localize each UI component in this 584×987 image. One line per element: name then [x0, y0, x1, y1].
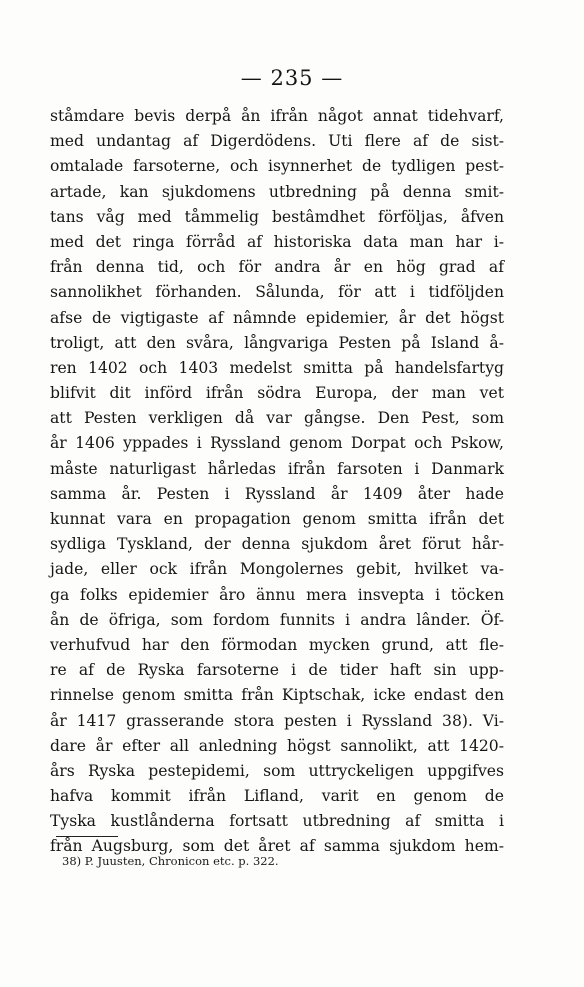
text-line: hafva kommit ifrån Lifland, varit en genom de	[50, 787, 504, 806]
text-line: sannolikhet förhanden. Sålunda, för att i tidföljden	[50, 283, 504, 302]
text-line: ren 1402 och 1403 medelst smitta på handelsfartyg	[50, 358, 504, 377]
text-line: afse de vigtigaste af nâmnde epidemier, år det högst	[50, 308, 504, 327]
text-line: tans våg med tåmmelig bestâmdhet förföljas, åfven	[50, 207, 504, 226]
footnote: 38) P. Juusten, Chronicon etc. p. 322.	[62, 854, 279, 868]
text-line: ga folks epidemier åro ännu mera insvepta i töcken	[50, 585, 504, 604]
text-line: samma år. Pesten i Ryssland år 1409 åter hade	[50, 484, 504, 503]
text-line: att Pesten verkligen då var gångse. Den Pest, som	[50, 409, 504, 428]
text-line: år 1417 grasserande stora pesten i Ryssland 38). Vi-	[50, 711, 504, 730]
text-line: ån de öfriga, som fordom funnits i andra lânder. Öf-	[50, 610, 504, 629]
text-line: med det ringa förråd af historiska data man har i-	[50, 232, 504, 251]
body-text	[50, 104, 504, 860]
text-line: från denna tid, och för andra år en hög grad af	[50, 258, 504, 277]
text-line: från Augsburg, som det året af samma sjukdom hem-	[50, 837, 504, 856]
text-line: blifvit dit införd ifrån södra Europa, der man vet	[50, 384, 504, 403]
text-line: kunnat vara en propagation genom smitta ifrån det	[50, 510, 504, 528]
text-line: Tyska kustlånderna fortsatt utbredning af smitta i	[50, 812, 504, 831]
page-number: — 235 —	[240, 66, 344, 90]
text-line: med undantag af Digerdödens. Uti flere af de sist-	[50, 132, 504, 151]
text-line: artade, kan sjukdomens utbredning på denna smit-	[50, 182, 504, 201]
text-line: verhufvud har den förmodan mycken grund, att fle-	[50, 635, 504, 654]
text-line: måste naturligast hårledas ifrån farsoten i Danmark	[50, 459, 504, 478]
text-line: re af de Ryska farsoterne i de tider haft sin upp-	[50, 661, 504, 680]
text-line: sydliga Tyskland, der denna sjukdom året förut hår-	[50, 535, 504, 554]
text-line: år 1406 yppades i Ryssland genom Dorpat och Pskow,	[50, 434, 504, 453]
text-line: troligt, att den svåra, långvariga Pesten på Island å-	[50, 333, 504, 352]
text-line: rinnelse genom smitta från Kiptschak, icke endast den	[50, 686, 504, 705]
text-line: års Ryska pestepidemi, som uttryckeligen uppgifves	[50, 761, 504, 780]
footnote-divider	[56, 836, 118, 837]
text-line: ståmdare bevis derpå ån ifrån något annat tidehvarf,	[50, 107, 504, 125]
text-line: jade, eller ock ifrån Mongolernes gebit, hvilket va-	[50, 560, 504, 579]
text-line: omtalade farsoterne, och isynnerhet de tydligen pest-	[50, 157, 504, 176]
text-line: dare år efter all anledning högst sannolikt, att 1420-	[50, 736, 504, 755]
